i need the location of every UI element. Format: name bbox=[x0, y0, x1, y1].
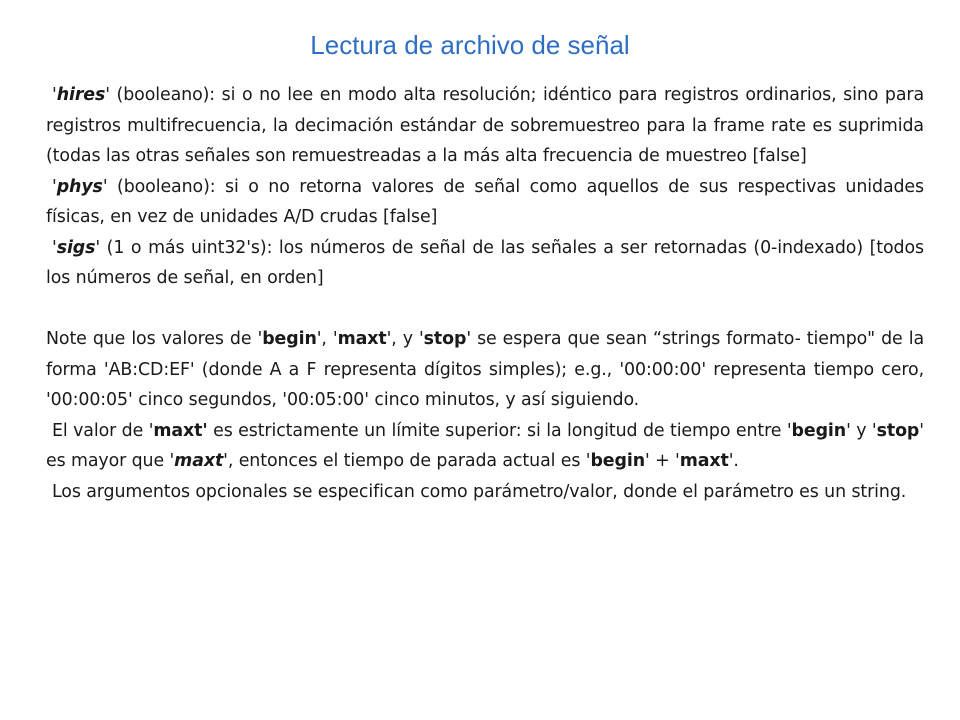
text-run: El valor de ' bbox=[52, 420, 154, 441]
param-phys: phys bbox=[56, 176, 103, 197]
param-maxt: maxt bbox=[337, 329, 387, 349]
text-run: ' bbox=[52, 85, 57, 105]
slide-body bbox=[46, 80, 924, 507]
text-run: ', entonces el tiempo de parada actual es ' bbox=[223, 451, 591, 471]
param-stop: stop bbox=[423, 329, 467, 349]
text-run: '. bbox=[728, 451, 739, 471]
text-run: Note que los valores de ' bbox=[46, 329, 263, 349]
slide-title: Lectura de archivo de señal bbox=[310, 30, 630, 60]
paragraph-gap bbox=[46, 294, 924, 325]
paragraph-maxt bbox=[46, 416, 924, 477]
paragraph-optional: Los argumentos opcionales se especifican como parámetro/valor, donde el parámetro es un string. bbox=[52, 481, 907, 502]
text-run: ' + ' bbox=[645, 451, 680, 471]
paragraph-hires bbox=[46, 80, 924, 172]
paragraph-sigs bbox=[46, 233, 924, 294]
text-run: ', y ' bbox=[386, 329, 424, 349]
text-run: ' bbox=[52, 176, 57, 197]
param-sigs: sigs bbox=[56, 237, 96, 258]
paragraph-note bbox=[46, 324, 924, 416]
text-run: es estrictamente un límite superior: si la longitud de tiempo entre ' bbox=[207, 420, 792, 441]
param-stop: stop bbox=[876, 420, 920, 441]
param-maxt-italic: maxt bbox=[174, 451, 224, 471]
param-begin: begin bbox=[590, 451, 645, 471]
param-maxt: maxt' bbox=[153, 420, 208, 441]
text-run: ' (booleano): si o no retorna valores de señal como aquellos de sus respectivas unidades físicas, en vez de unidades A/D crudas [false] bbox=[46, 176, 924, 227]
paragraph-phys bbox=[46, 172, 924, 233]
param-maxt: maxt bbox=[679, 451, 729, 471]
text-run: ' y ' bbox=[846, 420, 877, 441]
text-run: ' bbox=[52, 237, 57, 258]
param-begin: begin bbox=[791, 420, 847, 441]
text-run: ' (1 o más uint32's): los números de señal de las señales a ser retornadas (0-indexado) [todos los números de señal, en orden] bbox=[46, 237, 924, 288]
text-run: ' es mayor que ' bbox=[46, 420, 924, 471]
text-run: ' se espera que sean “strings formato- tiempo" de la forma 'AB:CD:EF' (donde A a F representa dígitos simples); e.g., '00:00:00' representa tiempo cero, '00:00:05' cinco segundos, '00:05:00' cinco minutos, y así siguiendo. bbox=[46, 329, 924, 410]
text-run: ', ' bbox=[316, 329, 338, 349]
param-hires: hires bbox=[56, 85, 106, 105]
text-run: ' (booleano): si o no lee en modo alta resolución; idéntico para registros ordinarios, sino para registros multifrecuencia, la decimación estándar de sobremuestreo para la frame rate es suprimida (todas las otras señales son remuestreadas a la más alta frecuencia de muestreo [false] bbox=[46, 85, 924, 166]
param-begin: begin bbox=[262, 329, 317, 349]
